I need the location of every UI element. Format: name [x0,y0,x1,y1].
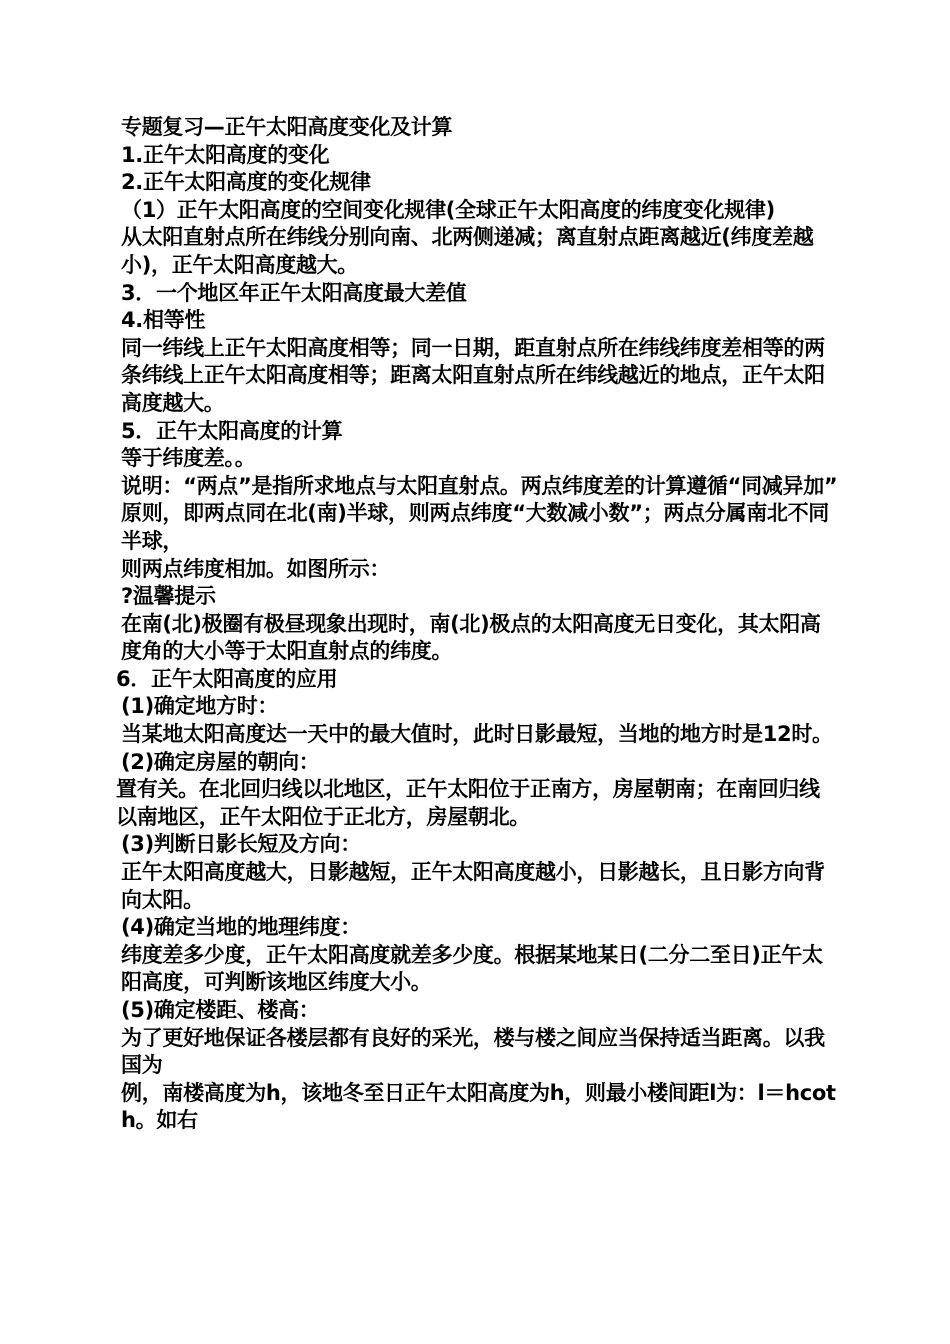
paragraph: 等于纬度差。。 [121,446,256,471]
section-heading: 5．正午太阳高度的计算 [121,418,343,443]
subsection-heading: (2)确定房屋的朝向： [121,749,320,774]
document-body [116,114,838,1135]
paragraph: 在南(北)极圈有极昼现象出现时，南(北)极点的太阳高度无日变化，其太阳高度角的大小等于太阳直射点的纬度。 [121,611,821,664]
document-title: 专题复习—正午太阳高度变化及计算 [121,115,453,139]
section-heading: 1.正午太阳高度的变化 [121,142,330,167]
paragraph: 则两点纬度相加。如图所示： [121,556,391,581]
section-heading: 4.相等性 [121,308,206,333]
paragraph: 说明：“两点”是指所求地点与太阳直射点。两点纬度差的计算遵循“同减异加” [121,473,838,498]
subsection-heading: （1）正午太阳高度的空间变化规律(全球正午太阳高度的纬度变化规律) [121,197,775,222]
tip-heading: ?温馨提示 [121,584,216,609]
section-heading: 3．一个地区年正午太阳高度最大差值 [121,280,467,305]
paragraph: 同一纬线上正午太阳高度相等；同一日期，距直射点所在纬线纬度差相等的两条纬线上正午太阳高度相等；距离太阳直射点所在纬线越近的地点，正午太阳高度越大。 [121,335,825,415]
section-heading: 6．正午太阳高度的应用 [116,666,338,691]
subsection-heading: (4)确定当地的地理纬度： [121,915,361,940]
section-heading: 2.正午太阳高度的变化规律 [121,170,371,195]
paragraph: 例，南楼高度为h，该地冬至日正午太阳高度为h，则最小楼间距l为：l＝hcoth。如右 [121,1080,836,1133]
paragraph: 原则，即两点同在北(南)半球，则两点纬度“大数减小数”；两点分属南北不同半球， [121,501,829,553]
paragraph: 从太阳直射点所在纬线分别向南、北两侧递减；离直射点距离越近(纬度差越小)，正午太阳高度越大。 [121,225,814,277]
subsection-heading: (1)确定地方时： [121,694,279,719]
paragraph: 正午太阳高度越大，日影越短，正午太阳高度越小，日影越长，且日影方向背向太阳。 [121,860,825,912]
paragraph: 置有关。在北回归线以北地区，正午太阳位于正南方，房屋朝南；在南回归线以南地区，正午太阳位于正北方，房屋朝北。 [116,777,820,829]
subsection-heading: (5)确定楼距、楼高： [121,998,320,1022]
paragraph: 为了更好地保证各楼层都有良好的采光，楼与楼之间应当保持适当距离。以我国为 [121,1025,825,1078]
subsection-heading: (3)判断日影长短及方向： [121,832,361,857]
paragraph: 纬度差多少度，正午太阳高度就差多少度。根据某地某日(二分二至日)正午太阳高度，可判断该地区纬度大小。 [121,942,823,995]
paragraph: 当某地太阳高度达一天中的最大值时，此时日影最短，当地的地方时是12时。 [121,722,833,747]
